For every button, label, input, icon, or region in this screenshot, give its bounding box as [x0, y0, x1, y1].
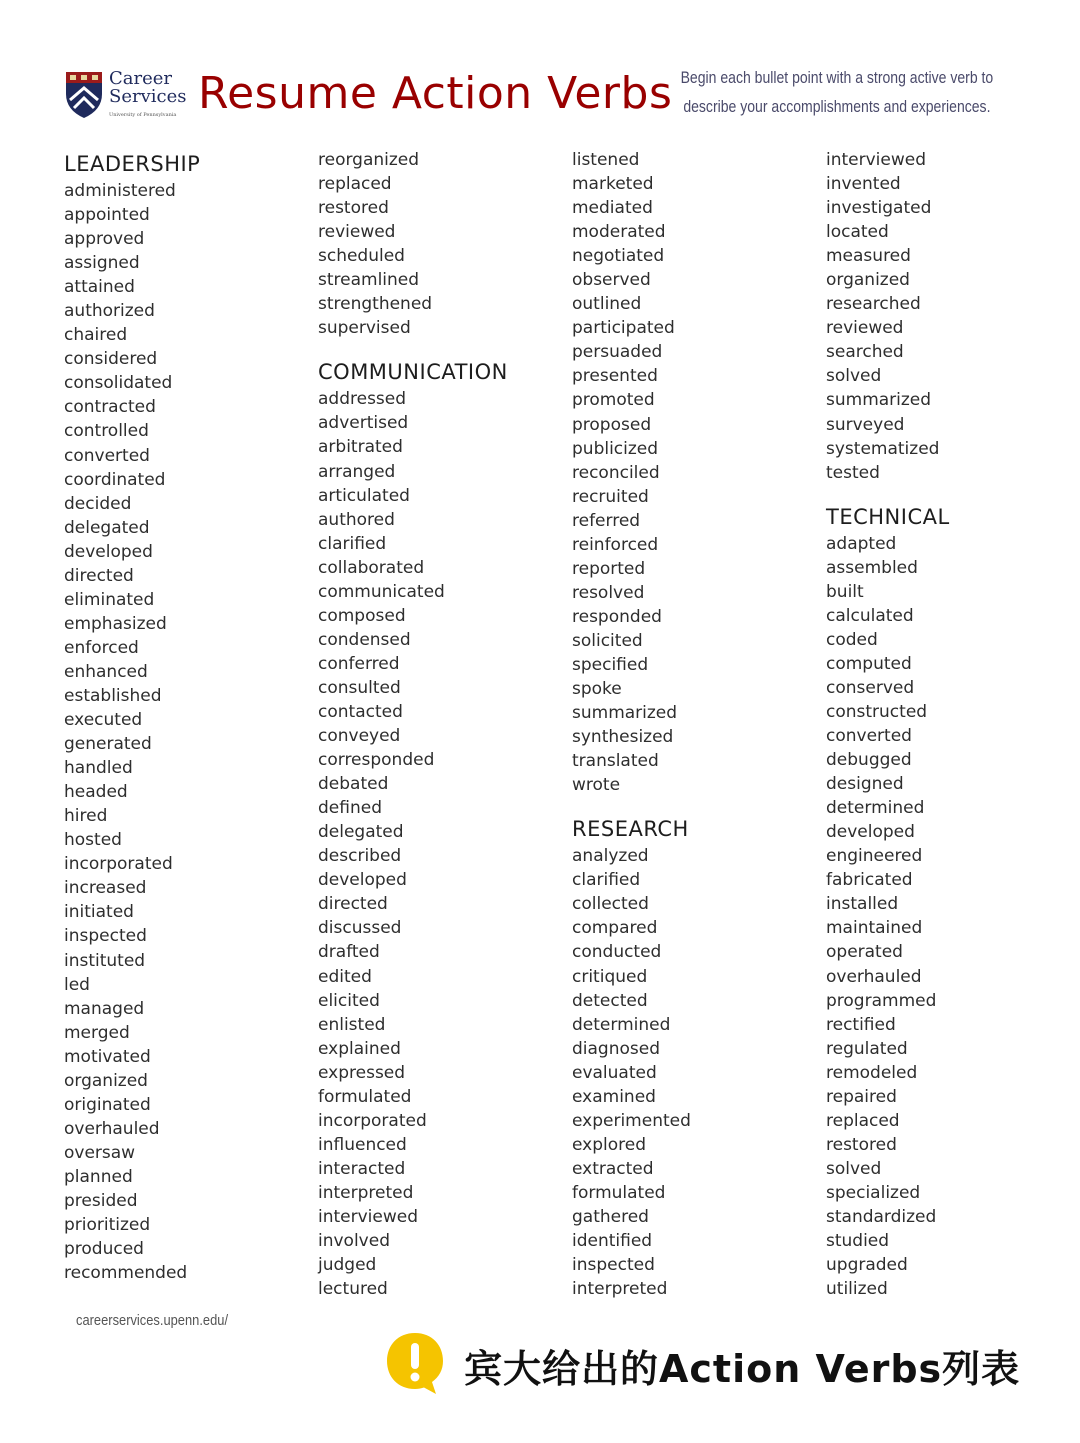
- verb-item: constructed: [826, 701, 928, 722]
- section-gap: [572, 797, 691, 814]
- verb-item: formulated: [318, 1086, 412, 1107]
- verb-item: reported: [572, 558, 646, 579]
- column-2: [318, 148, 508, 1301]
- verb-item: converted: [64, 445, 150, 466]
- verb-item: organized: [826, 270, 910, 291]
- callout-text: 宾大给出的Action Verbs列表: [464, 1347, 1021, 1391]
- verb-item: overhauled: [826, 966, 922, 987]
- verb-item: chaired: [64, 325, 128, 346]
- verb-item: formulated: [572, 1182, 666, 1203]
- verb-item: interviewed: [318, 1206, 419, 1227]
- verb-item: publicized: [572, 438, 659, 459]
- verb-item: persuaded: [572, 342, 663, 363]
- verb-item: computed: [826, 653, 912, 674]
- verb-item: rectified: [826, 1014, 896, 1035]
- verb-item: analyzed: [572, 846, 649, 867]
- logo-text: [109, 70, 186, 106]
- verb-item: coordinated: [64, 469, 166, 490]
- verb-item: investigated: [826, 198, 932, 219]
- verb-item: consolidated: [64, 373, 173, 394]
- verb-item: restored: [318, 198, 389, 219]
- verb-item: conserved: [826, 677, 915, 698]
- verb-item: overhauled: [64, 1118, 160, 1139]
- verb-item: consulted: [318, 677, 401, 698]
- verb-item: extracted: [572, 1158, 654, 1179]
- verb-item: judged: [318, 1255, 377, 1276]
- verb-item: assigned: [64, 253, 140, 274]
- verb-item: surveyed: [826, 414, 905, 435]
- verb-item: delegated: [318, 822, 404, 843]
- verb-item: reconciled: [572, 462, 660, 483]
- logo-line-1: Career: [109, 68, 173, 89]
- verb-item: specialized: [826, 1182, 921, 1203]
- verb-item: authorized: [64, 301, 155, 322]
- verb-item: built: [826, 581, 864, 602]
- verb-item: emphasized: [64, 613, 167, 634]
- verb-item: supervised: [318, 318, 411, 339]
- verb-item: merged: [64, 1022, 130, 1043]
- verb-item: generated: [64, 734, 152, 755]
- verb-item: administered: [64, 181, 176, 201]
- verb-item: operated: [826, 942, 903, 963]
- verb-item: decided: [64, 493, 132, 514]
- verb-item: replaced: [318, 174, 392, 195]
- verb-item: arbitrated: [318, 437, 403, 458]
- verb-item: organized: [64, 1070, 148, 1091]
- verb-item: designed: [826, 774, 904, 795]
- verb-item: reviewed: [826, 318, 904, 339]
- verb-item: directed: [64, 565, 134, 586]
- verb-item: responded: [572, 606, 662, 627]
- footer-url[interactable]: careerservices.upenn.edu/: [76, 1312, 229, 1329]
- verb-item: drafted: [318, 942, 380, 963]
- verb-item: restored: [826, 1134, 897, 1155]
- verb-item: invented: [826, 174, 901, 195]
- verb-item: composed: [318, 605, 406, 626]
- verb-item: systematized: [826, 438, 940, 459]
- verb-item: reviewed: [318, 222, 396, 243]
- verb-item: interviewed: [826, 150, 927, 170]
- column-4: [826, 148, 950, 1301]
- verb-item: instituted: [64, 950, 146, 971]
- verb-item: interpreted: [572, 1279, 668, 1300]
- verb-item: experimented: [572, 1110, 691, 1131]
- verb-item: streamlined: [318, 270, 420, 291]
- verb-item: outlined: [572, 294, 642, 315]
- verb-item: explained: [318, 1038, 401, 1059]
- verb-item: marketed: [572, 174, 654, 195]
- verb-item: considered: [64, 349, 158, 370]
- verb-item: authored: [318, 509, 395, 530]
- verb-item: examined: [572, 1086, 656, 1107]
- verb-item: inspected: [64, 926, 147, 947]
- verb-item: incorporated: [318, 1110, 427, 1131]
- verb-item: determined: [826, 798, 925, 819]
- verb-item: maintained: [826, 918, 923, 939]
- section-gap: [826, 485, 950, 502]
- verb-item: recommended: [64, 1263, 188, 1284]
- verb-item: established: [64, 685, 162, 706]
- verb-item: resolved: [572, 582, 645, 603]
- verb-item: managed: [64, 998, 145, 1019]
- verb-item: negotiated: [572, 246, 665, 267]
- verb-item: directed: [318, 894, 388, 915]
- logo-subtitle: University of Pennsylvania: [109, 112, 177, 118]
- verb-item: condensed: [318, 629, 411, 650]
- intro-line-2: describe your accomplishments and experiences.: [683, 98, 991, 116]
- verb-item: presided: [64, 1190, 138, 1211]
- verb-item: elicited: [318, 990, 380, 1011]
- verb-item: debugged: [826, 750, 912, 771]
- verb-item: handled: [64, 758, 133, 779]
- verb-item: recruited: [572, 486, 649, 507]
- verb-item: tested: [826, 462, 880, 483]
- verb-item: clarified: [318, 533, 387, 554]
- verb-item: executed: [64, 710, 143, 731]
- verb-item: reorganized: [318, 150, 420, 170]
- verb-item: lectured: [318, 1279, 388, 1300]
- verb-item: solicited: [572, 630, 643, 651]
- verb-item: conducted: [572, 942, 662, 963]
- verb-item: studied: [826, 1231, 890, 1252]
- verb-item: developed: [64, 541, 153, 562]
- verb-item: solved: [826, 1158, 882, 1179]
- verb-item: researched: [826, 294, 921, 315]
- verb-item: hosted: [64, 830, 122, 851]
- page-title: Resume Action Verbs: [198, 68, 673, 119]
- verb-item: specified: [572, 654, 649, 675]
- verb-item: controlled: [64, 421, 149, 442]
- verb-item: replaced: [826, 1110, 900, 1131]
- verb-item: mediated: [572, 198, 653, 219]
- exclamation-icon: [384, 1330, 446, 1396]
- verb-item: installed: [826, 894, 899, 915]
- verb-item: originated: [64, 1094, 151, 1115]
- verb-item: utilized: [826, 1279, 888, 1300]
- verb-item: involved: [318, 1231, 390, 1252]
- verb-item: diagnosed: [572, 1038, 661, 1059]
- verb-item: standardized: [826, 1206, 937, 1227]
- verb-item: motivated: [64, 1046, 151, 1067]
- verb-item: initiated: [64, 902, 134, 923]
- verb-item: hired: [64, 806, 108, 827]
- verb-item: summarized: [572, 703, 678, 724]
- verb-item: edited: [318, 966, 372, 987]
- verb-item: repaired: [826, 1086, 897, 1107]
- verb-item: assembled: [826, 557, 918, 578]
- verb-item: contacted: [318, 701, 403, 722]
- verb-item: headed: [64, 782, 128, 803]
- verb-item: prioritized: [64, 1215, 151, 1236]
- verb-item: incorporated: [64, 854, 173, 875]
- verb-item: interpreted: [318, 1182, 414, 1203]
- verb-item: clarified: [572, 870, 641, 891]
- verb-item: determined: [572, 1014, 671, 1035]
- verb-item: promoted: [572, 390, 655, 411]
- verb-item: debated: [318, 774, 389, 795]
- verb-item: described: [318, 846, 402, 867]
- verb-item: scheduled: [318, 246, 405, 267]
- verb-item: calculated: [826, 605, 914, 626]
- verb-item: eliminated: [64, 589, 155, 610]
- verb-item: corresponded: [318, 750, 435, 771]
- verb-item: discussed: [318, 918, 402, 939]
- verb-item: detected: [572, 990, 648, 1011]
- verb-item: produced: [64, 1239, 144, 1260]
- verb-item: planned: [64, 1166, 133, 1187]
- column-1: [64, 148, 200, 1285]
- verb-item: developed: [318, 870, 407, 891]
- verb-item: appointed: [64, 205, 150, 226]
- verb-item: translated: [572, 751, 659, 772]
- verb-item: remodeled: [826, 1062, 918, 1083]
- verb-item: identified: [572, 1231, 653, 1252]
- verb-item: presented: [572, 366, 658, 387]
- verb-item: evaluated: [572, 1062, 657, 1083]
- verb-item: critiqued: [572, 966, 648, 987]
- verb-item: programmed: [826, 990, 937, 1011]
- verb-item: conveyed: [318, 726, 401, 747]
- verb-item: expressed: [318, 1062, 406, 1083]
- column-3: [572, 148, 691, 1301]
- verb-item: engineered: [826, 846, 923, 867]
- verb-item: addressed: [318, 389, 407, 410]
- verb-item: synthesized: [572, 727, 674, 748]
- penn-shield-icon: [64, 70, 104, 120]
- verb-item: solved: [826, 366, 882, 387]
- verb-item: reinforced: [572, 534, 659, 555]
- verb-item: developed: [826, 822, 915, 843]
- verb-item: enlisted: [318, 1014, 386, 1035]
- verb-item: adapted: [826, 533, 897, 554]
- verb-item: influenced: [318, 1134, 407, 1155]
- verb-item: delegated: [64, 517, 150, 538]
- verb-item: contracted: [64, 397, 156, 418]
- verb-item: increased: [64, 878, 147, 899]
- verb-item: oversaw: [64, 1142, 136, 1163]
- verb-item: led: [64, 974, 90, 995]
- section-heading-leadership: LEADERSHIP: [64, 152, 201, 176]
- verb-item: gathered: [572, 1206, 649, 1227]
- verb-item: collected: [572, 894, 649, 915]
- verb-item: interacted: [318, 1158, 406, 1179]
- logo-line-2: Services: [109, 86, 187, 107]
- verb-item: summarized: [826, 390, 932, 411]
- verb-item: participated: [572, 318, 675, 339]
- section-heading-technical: TECHNICAL: [826, 504, 950, 529]
- verb-item: strengthened: [318, 294, 433, 315]
- verb-item: fabricated: [826, 870, 913, 891]
- verb-item: converted: [826, 726, 912, 747]
- verb-item: enhanced: [64, 661, 148, 682]
- verb-item: spoke: [572, 679, 622, 700]
- verb-item: coded: [826, 629, 878, 650]
- verb-item: enforced: [64, 637, 139, 658]
- verb-item: conferred: [318, 653, 400, 674]
- verb-item: attained: [64, 277, 135, 298]
- section-gap: [318, 340, 508, 357]
- verb-item: approved: [64, 229, 145, 250]
- intro-line-1: Begin each bullet point with a strong active verb to: [680, 69, 994, 87]
- verb-item: measured: [826, 246, 911, 267]
- verb-item: referred: [572, 510, 641, 531]
- verb-item: upgraded: [826, 1255, 908, 1276]
- verb-item: collaborated: [318, 557, 425, 578]
- verb-item: defined: [318, 798, 382, 819]
- career-services-logo: [64, 68, 187, 122]
- verb-item: communicated: [318, 581, 445, 602]
- verb-item: located: [826, 222, 889, 243]
- section-heading-communication: COMMUNICATION: [318, 360, 508, 385]
- verb-item: observed: [572, 270, 651, 291]
- verb-item: compared: [572, 918, 658, 939]
- intro-text: [672, 64, 1002, 122]
- verb-item: arranged: [318, 461, 396, 482]
- verb-item: wrote: [572, 775, 621, 796]
- verb-item: moderated: [572, 222, 666, 243]
- verb-item: listened: [572, 150, 640, 170]
- verb-item: regulated: [826, 1038, 908, 1059]
- verb-item: searched: [826, 342, 904, 363]
- verb-item: articulated: [318, 485, 410, 506]
- verb-item: proposed: [572, 414, 652, 435]
- verb-item: explored: [572, 1134, 647, 1155]
- verb-item: inspected: [572, 1255, 655, 1276]
- verb-item: advertised: [318, 413, 409, 434]
- section-heading-research: RESEARCH: [572, 817, 689, 842]
